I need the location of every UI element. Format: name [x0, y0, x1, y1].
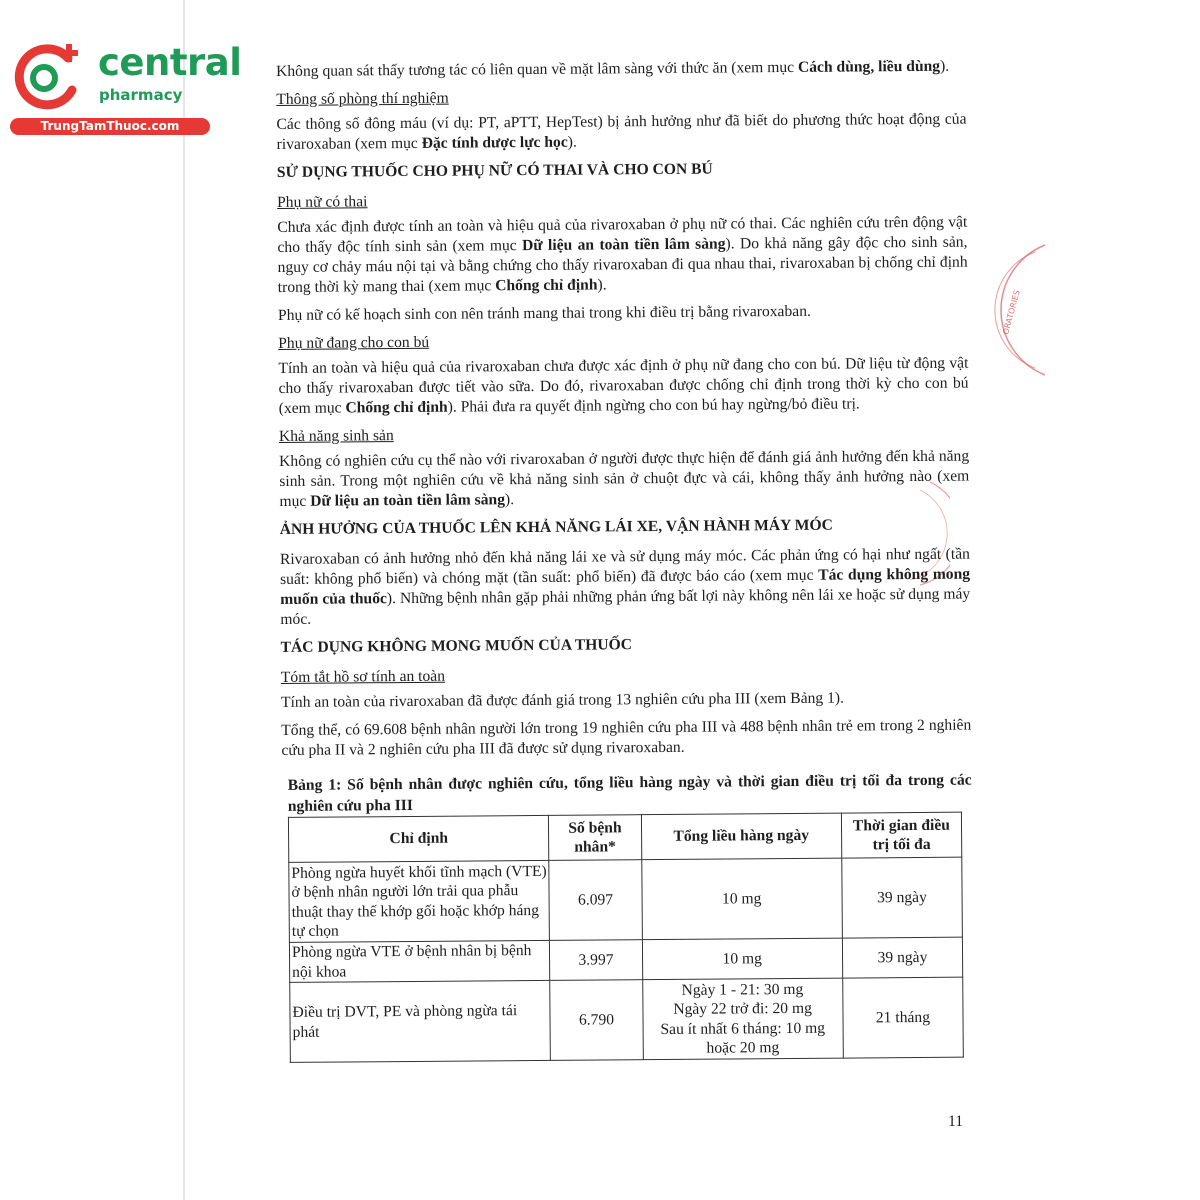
document-body [276, 57, 974, 1063]
dose-line: Sau ít nhất 6 tháng: 10 mg [660, 1019, 826, 1038]
dose-line: Ngày 1 - 21: 30 mg [681, 980, 804, 999]
logo-brand-name: central [98, 41, 242, 84]
cell-max-duration: 39 ngày [842, 937, 963, 978]
central-pharmacy-logo-icon [10, 38, 90, 118]
subheading-pregnancy: Phụ nữ có thai [277, 193, 368, 211]
paragraph-lactation: Tính an toàn và hiệu quả của rivaroxaban chưa được xác định ở phụ nữ đang cho con bú. Dữ liệu từ động vật cho thấy rivaroxaban được tiết vào sữa. Do đó, rivaroxaban được chống chỉ định trong thời kỳ cho con bú (xem mục Chống chỉ định). Phải đưa ra quyết định ngừng cho con bú hay ngừng/bỏ điều trị. [278, 354, 969, 417]
table-row [290, 977, 964, 1062]
pharmacy-logo[interactable] [10, 38, 242, 138]
logo-website-badge[interactable]: TrungTamThuoc.com [10, 118, 210, 135]
cell-daily-dose [642, 978, 843, 1060]
dose-line: Ngày 22 trở đi: 20 mg [673, 999, 812, 1018]
cell-indication: Điều trị DVT, PE và phòng ngừa tái phát [290, 980, 551, 1062]
table-caption: Bảng 1: Số bệnh nhân được nghiên cứu, tổng liều hàng ngày và thời gian điều trị tối đa trong các nghiên cứu pha III [287, 771, 972, 815]
heading-driving: ẢNH HƯỞNG CỦA THUỐC LÊN KHẢ NĂNG LÁI XE, VẬN HÀNH MÁY MÓC [279, 516, 833, 538]
table-row [289, 857, 963, 942]
paragraph-pregnancy: Chưa xác định được tính an toàn và hiệu quả của rivaroxaban ở phụ nữ có thai. Các nghiên cứu trên động vật cho thấy độc tính sinh sản (xem mục Dữ liệu an toàn tiền lâm sàng). Do khả năng gây độc cho sinh sản, nguy cơ chảy máu nội tại và bằng chứng cho thấy rivaroxaban đi qua nhau thai, rivaroxaban bị chống chỉ định trong thời kỳ mang thai (xem mục Chống chỉ định). [277, 213, 968, 296]
logo-brand-sub: pharmacy [99, 86, 183, 104]
dose-line: hoặc 20 mg [706, 1039, 780, 1057]
table-row [289, 937, 962, 982]
paragraph-safety-2: Tổng thể, có 69.608 bệnh nhân người lớn trong 19 nghiên cứu pha III và 488 bệnh nhân trẻ em trong 2 nghiên cứu pha II và 2 nghiên cứu pha III đã được sử dụng rivaroxaban. [281, 716, 972, 759]
subheading-lactation: Phụ nữ đang cho con bú [278, 333, 430, 352]
cell-max-duration: 39 ngày [842, 857, 963, 938]
paragraph-pregnancy-planning: Phụ nữ có kế hoạch sinh con nên tránh mang thai trong khi điều trị bằng rivaroxaban. [277, 302, 811, 324]
paragraph-food-interaction: Không quan sát thấy tương tác có liên quan về mặt lâm sàng với thức ăn (xem mục Cách dùng, liều dùng). [276, 57, 950, 80]
heading-adverse-reactions: TÁC DỤNG KHÔNG MONG MUỐN CỦA THUỐC [280, 636, 633, 656]
subheading-lab-parameters: Thông số phòng thí nghiệm [276, 89, 449, 108]
stamp-text: ORATORIES [1001, 289, 1022, 336]
header-indication: Chỉ định [288, 815, 549, 862]
cell-daily-dose: 10 mg [642, 938, 843, 980]
paragraph-safety-1: Tính an toàn của rivaroxaban đã được đánh giá trong 13 nghiên cứu pha III (xem Bảng 1). [280, 689, 845, 711]
paragraph-driving: Rivaroxaban có ảnh hưởng nhỏ đến khả năng lái xe và sử dụng máy móc. Các phản ứng có hại như ngất (tần suất: không phổ biến) và chóng mặt (tần suất: phổ biến) đã được báo cáo (xem mục Tác dụng không mong muốn của thuốc). Những bệnh nhân gặp phải những phản ứng bất lợi này không nên lái xe hoặc sử dụng máy móc. [279, 545, 971, 628]
subheading-safety-summary: Tóm tắt hồ sơ tính an toàn [280, 667, 446, 686]
subheading-fertility: Khả năng sinh sản [278, 427, 394, 445]
page-spine-line [183, 0, 185, 1200]
heading-pregnancy-lactation: SỬ DỤNG THUỐC CHO PHỤ NỮ CÓ THAI VÀ CHO CON BÚ [276, 160, 713, 181]
cell-daily-dose: 10 mg [641, 858, 842, 940]
study-table [288, 812, 964, 1063]
cell-max-duration: 21 tháng [843, 977, 964, 1058]
red-stamp-seal [990, 240, 1050, 380]
paragraph-fertility: Không có nghiên cứu cụ thể nào với rivaroxaban ở người được thực hiện để đánh giá ảnh hưởng đến khả năng sinh sản. Trong một nghiên cứu về khả năng sinh sản ở chuột đực và cái, không thấy ảnh hưởng nào (xem mục Dữ liệu an toàn tiền lâm sàng). [279, 447, 970, 510]
paragraph-lab-parameters: Các thông số đông máu (ví dụ: PT, aPTT, HepTest) bị ảnh hưởng như đã biết do phương thức hoạt động của rivaroxaban (xem mục Đặc tính dược lực học). [276, 110, 967, 153]
cell-indication: Phòng ngừa huyết khối tĩnh mạch (VTE) ở bệnh nhân người lớn trải qua phẫu thuật thay thế khớp gối hoặc khớp háng tự chọn [289, 860, 550, 942]
cell-patients: 6.790 [550, 980, 643, 1061]
cell-patients: 3.997 [550, 940, 642, 981]
header-patients: Số bệnh nhân* [549, 815, 641, 861]
table-header-row [288, 812, 961, 862]
header-daily-dose: Tổng liều hàng ngày [641, 813, 842, 860]
page-number: 11 [948, 1113, 964, 1130]
cell-patients: 6.097 [549, 860, 642, 941]
cell-indication: Phòng ngừa VTE ở bệnh nhân bị bệnh nội khoa [289, 940, 550, 982]
header-max-duration: Thời gian điều trị tối đa [841, 812, 962, 858]
